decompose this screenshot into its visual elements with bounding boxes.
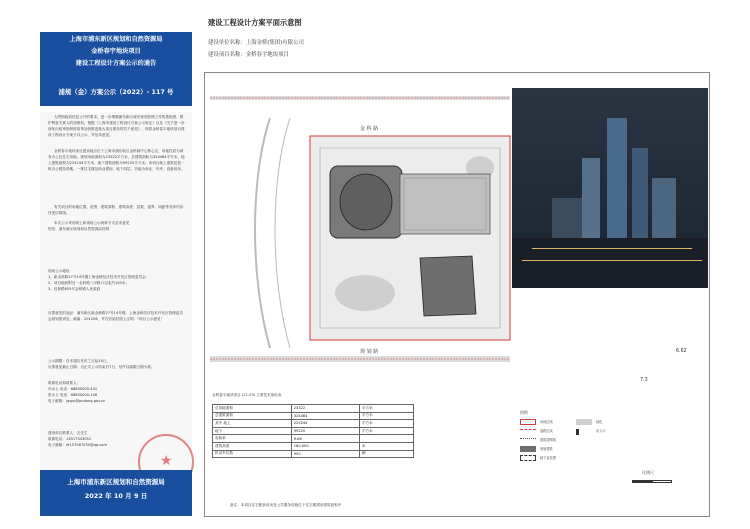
table-cell: 总建筑面积	[213, 412, 292, 420]
notice-paragraph: 反馈意见的途径：浦东新区新金桥路27号14号楼，上海金桥经济技术开发区管理委员会规划建设处，邮编：201206，并在信函封面上注明：“项目公示意见”	[48, 311, 183, 321]
table-row	[213, 420, 414, 428]
table-cell: 23322	[291, 405, 359, 413]
legend-item: 道路红线	[540, 429, 553, 433]
legend	[520, 417, 630, 487]
indicator-table-heading: 金桥春宇地块项目 (21-03) 主要技术指标表	[212, 393, 282, 397]
table-cell: 平方米	[359, 412, 413, 420]
plan-project: 建设项目名称：金桥春宇地块项目	[208, 52, 289, 58]
table-row	[213, 427, 414, 435]
notice-title-subject: 建设工程设计方案公示的通告	[75, 60, 157, 67]
indicator-table	[212, 404, 414, 458]
notice-paragraph: 本次公示采用网上和现场公示两种方式征求意见 短信：浦东新区规划和自然资源局官网	[48, 221, 130, 231]
scale-bar	[632, 480, 672, 483]
notice-body	[40, 112, 192, 472]
legend-swatch	[520, 455, 536, 461]
table-cell: 324484	[291, 412, 359, 420]
plan-title: 建设工程设计方案平面示意图	[208, 18, 302, 27]
table-cell: 米	[359, 442, 413, 450]
road-label-south: 规 划 路	[360, 349, 379, 355]
notice-panel	[40, 22, 192, 512]
spot-elevation-label: 6.62	[676, 349, 687, 354]
table-cell: 建筑高度	[213, 442, 292, 450]
notice-code: 浦规（金）方案公示（2022）- 117 号	[58, 88, 174, 96]
legend-item: 地下室范围	[540, 456, 556, 460]
table-cell: 9.66	[291, 435, 359, 443]
road-label-north: 金 科 路	[360, 126, 379, 132]
notice-agency: 上海市浦东新区规划和自然资源局	[67, 478, 165, 486]
table-cell: 辆	[359, 450, 413, 458]
legend-swatch	[576, 419, 592, 425]
table-row	[213, 450, 414, 458]
table-cell: 地下	[213, 427, 292, 435]
table-row	[213, 442, 414, 450]
table-cell: 机动车位数	[213, 450, 292, 458]
table-note: 备注：本项目住宅配套用房及公共服务设施位于住宅楼裙房建筑面积中	[230, 503, 342, 507]
notice-builder-contact: 建设单位联系人：沈先生 联系电话：13917343051 电子邮箱：ef157067050@qq.com	[48, 431, 107, 447]
spot-elevation-label: 7.3	[640, 378, 648, 383]
legend-item: 规划建筑	[540, 447, 553, 451]
legend-item: 用地红线	[540, 420, 553, 424]
table-row	[213, 412, 414, 420]
scale-label: 比例尺	[642, 470, 654, 475]
notice-paragraph: 公示期限：自本通告发布之日起10日。 反馈意见截止日期：自正式公示结束后7日，信件以邮戳日期为准。	[48, 359, 155, 369]
legend-item: 建筑控制线	[540, 438, 556, 442]
table-cell: 99220	[291, 427, 359, 435]
plan-owner: 建设单位名称：上海金桥(集团)有限公司	[208, 40, 304, 46]
legend-swatch	[520, 429, 536, 435]
notice-title-project: 金桥春宇地块项目	[91, 48, 141, 55]
legend-swatch	[520, 419, 536, 425]
table-row	[213, 405, 414, 413]
legend-item: 出入口	[596, 429, 606, 433]
official-seal-stamp: ★	[138, 434, 194, 490]
legend-swatch	[520, 438, 536, 444]
table-cell: 平方米	[359, 420, 413, 428]
table-cell: 其中 地上	[213, 420, 292, 428]
notice-title-agency: 上海市浦东新区规划和自然资源局	[69, 36, 163, 43]
legend-swatch	[576, 429, 592, 435]
table-cell: 950	[291, 450, 359, 458]
notice-date: 2022 年 10 月 9 日	[84, 492, 148, 500]
notice-paragraph: 现场公示地址： 1、新金桥路27号14号楼上海金桥经济技术开发区管理委员会； 2、项目地块附近一金科路八甲路口以北约100米； 3、佳林路655号金桥镇人民政府	[48, 269, 150, 291]
notice-paragraph: 金桥春宇地块项目建设地点位于上海市浦东新区金桥副中心核心区，用地性质为商务办公及住宅用地，规划用地面积为23322平方米，总建筑面积为324484平方米，地上建筑面积为225244平方米，地下建筑面积为99220平方米。该项目地上建筑包括一栋办公楼及塔楼、一栋住宅楼及商业裙房。地下四层，功能为商业、车库、设备用房。	[48, 149, 185, 171]
table-cell: 225244	[291, 420, 359, 428]
notice-paragraph: 有关项目的用地位置、范围、建筑面积、建筑高度、层数、退界、间距等具体内容详见后附图。	[48, 205, 184, 215]
notice-contacts: 联系电话和联系人： 冯女士 电话：68800000-441 张女士 电话：68800000-106 电子邮箱：jqspc@pudong.gov.cn	[48, 381, 106, 403]
legend-item: 绿化	[596, 420, 603, 424]
table-cell: 平方米	[359, 427, 413, 435]
table-cell: 平方米	[359, 405, 413, 413]
table-cell: 总用地面积	[213, 405, 292, 413]
notice-paragraph: 为贯彻政府信息公开的要求，进一步增强浦东新区城市规划管理工作的透明度，维护利害关系人的知情权，根据《上海市建设工程设计方案公示规定》以及《关于进一步深化行政审批制度改革加快推进重大项目建设的若干意见》，现将金桥春宇地块项目建设工程设计方案予以公示，并征求意见。	[48, 115, 185, 137]
table-cell: 容积率	[213, 435, 292, 443]
table-cell: 180.000	[291, 442, 359, 450]
aerial-render-image	[512, 88, 708, 288]
table-cell	[359, 435, 413, 443]
legend-title: 图例	[520, 410, 528, 415]
table-row	[213, 435, 414, 443]
legend-swatch	[520, 446, 536, 452]
